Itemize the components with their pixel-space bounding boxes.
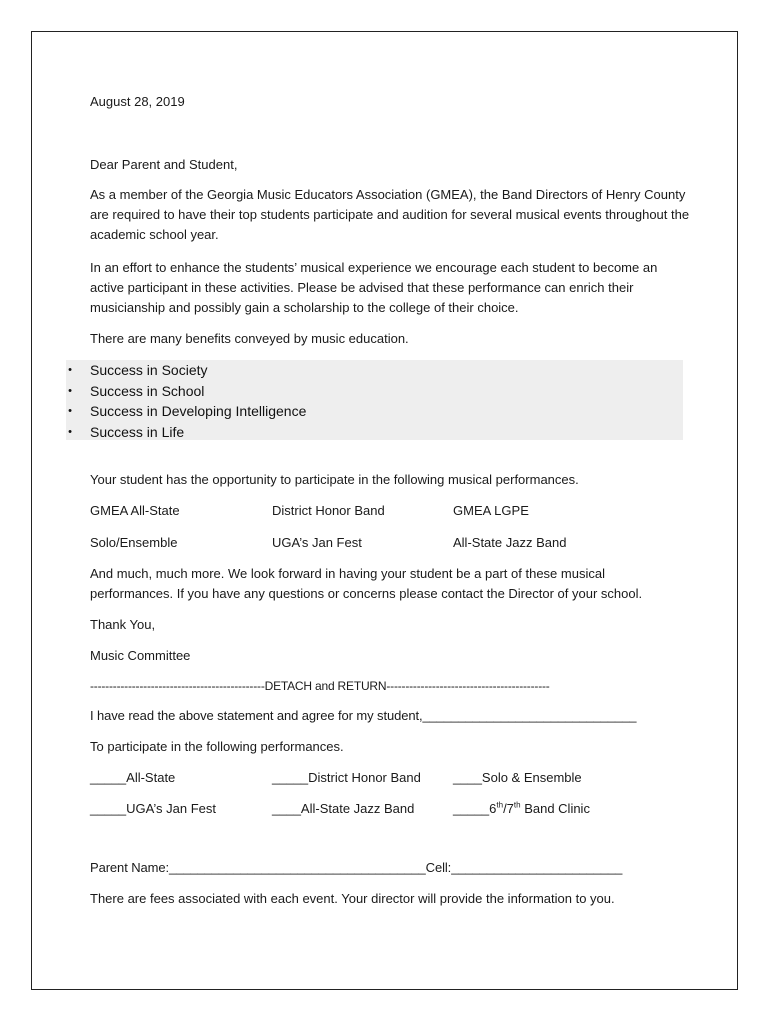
benefit-label: Success in Society [90, 362, 208, 378]
bullet-icon: • [68, 384, 72, 397]
performance-row [90, 533, 690, 553]
performance-item: GMEA All-State [90, 503, 180, 518]
parent-name-cell-line: Parent Name:____________________________________Cell:________________________ [90, 860, 623, 875]
paragraph-much-more: And much, much more. We look forward in having your student be a part of these musical performances. If you have any questions or concerns please contact the Director of your school. [90, 566, 643, 601]
agreement-statement: I have read the above statement and agree for my student,______________________________ [90, 708, 637, 723]
closing-thank-you: Thank You, [90, 617, 156, 632]
superscript-th: th [496, 800, 504, 810]
detach-line: ----------------------------------------------DETACH and RETURN------------------------------------------- [90, 679, 550, 693]
performance-item: Solo/Ensemble [90, 535, 178, 550]
bullet-icon: • [68, 405, 72, 417]
performance-item: GMEA LGPE [453, 503, 529, 518]
paragraph-gmea: As a member of the Georgia Music Educators Association (GMEA), the Band Directors of Henry County are required to have their top students participate and audition for several musical events throughout the academic school year. [90, 187, 690, 242]
performance-item: District Honor Band [272, 503, 385, 518]
list-item [66, 422, 683, 443]
fees-note: There are fees associated with each event. Your director will provide the information to you. [90, 891, 615, 906]
list-item [66, 401, 683, 422]
option-ugas-jan-fest: _____UGA’s Jan Fest [90, 801, 216, 816]
option-district-honor-band: _____District Honor Band [272, 770, 421, 785]
option-all-state: _____All-State [90, 770, 176, 785]
performance-row [90, 501, 690, 521]
paragraph-opportunity: Your student has the opportunity to participate in the following musical performances. [90, 472, 579, 487]
benefits-list [66, 360, 683, 440]
signature-music-committee: Music Committee [90, 648, 191, 663]
letter-date: August 28, 2019 [90, 94, 185, 109]
bullet-icon: • [68, 425, 72, 438]
option-solo-ensemble: ____Solo & Ensemble [453, 770, 582, 785]
option-band-clinic [453, 799, 590, 819]
list-item [66, 360, 683, 381]
benefit-label: Success in Developing Intelligence [90, 403, 307, 419]
benefit-label: Success in School [90, 382, 205, 399]
option-band-clinic-prefix: _____6 [453, 801, 497, 816]
option-row [90, 768, 690, 788]
performance-item: All-State Jazz Band [453, 535, 567, 550]
benefit-label: Success in Life [90, 423, 185, 440]
performance-item: UGA’s Jan Fest [272, 535, 362, 550]
list-item [66, 381, 683, 402]
option-row [90, 799, 690, 819]
superscript-th: th [513, 800, 521, 810]
paragraph-enhance: In an effort to enhance the students’ musical experience we encourage each student to become an active participant in these activities. Please be advised that these performance can enrich their musicianship and possibly gain a scholarship to the college of their choice. [90, 260, 658, 315]
option-band-clinic-mid: /7 [503, 801, 514, 816]
bullet-icon: • [68, 364, 72, 376]
participate-intro: To participate in the following performances. [90, 739, 344, 754]
letter-greeting: Dear Parent and Student, [90, 157, 238, 172]
paragraph-benefits-intro: There are many benefits conveyed by music education. [90, 331, 409, 346]
option-band-clinic-tail: Band Clinic [520, 801, 590, 816]
option-all-state-jazz-band: ____All-State Jazz Band [272, 801, 415, 816]
